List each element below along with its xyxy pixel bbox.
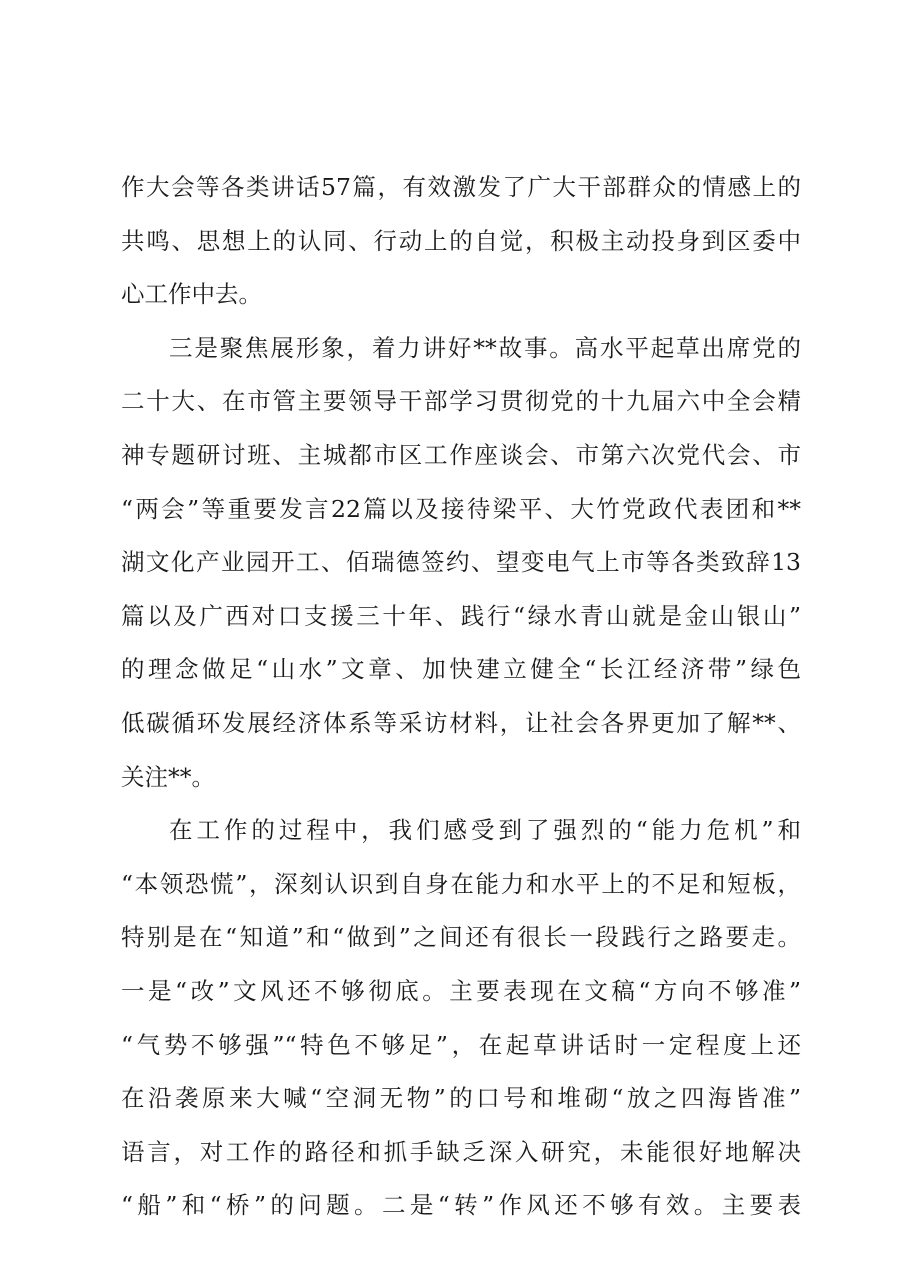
- document-body: [121, 161, 801, 1233]
- text-line: 湖文化产业园开工、佰瑞德签约、望变电气上市等各类致辞13: [121, 548, 801, 577]
- paragraph: [121, 804, 801, 1233]
- text-line: “本领恐慌”，深刻认识到自身在能力和水平上的不足和短板，: [121, 869, 801, 898]
- text-line: 一是“改”文风还不够彻底。主要表现在文稿“方向不够准”: [121, 976, 801, 1005]
- text-line: 篇以及广西对口支援三十年、践行“绿水青山就是金山银山”: [121, 601, 801, 630]
- paragraph: [121, 322, 801, 804]
- text-line: 的理念做足“山水”文章、加快建立健全“长江经济带”绿色: [121, 655, 801, 684]
- text-line: 在沿袭原来大喊“空洞无物”的口号和堆砌“放之四海皆准”: [121, 1084, 801, 1113]
- text-line: “两会”等重要发言22篇以及接待梁平、大竹党政代表团和**: [121, 494, 801, 523]
- text-line: 共鸣、思想上的认同、行动上的自觉，积极主动投身到区委中: [121, 226, 801, 255]
- text-line: 特别是在“知道”和“做到”之间还有很长一段践行之路要走。: [121, 923, 801, 952]
- text-line: 二十大、在市管主要领导干部学习贯彻党的十九届六中全会精: [121, 387, 801, 416]
- text-line: “气势不够强”“特色不够足”，在起草讲话时一定程度上还: [121, 1030, 801, 1059]
- text-line: 神专题研讨班、主城都市区工作座谈会、市第六次党代会、市: [121, 440, 801, 469]
- text-line: 心工作中去。: [121, 280, 262, 309]
- text-line: 作大会等各类讲话57篇，有效激发了广大干部群众的情感上的: [121, 173, 801, 201]
- text-line: 语言，对工作的路径和抓手缺乏深入研究，未能很好地解决: [121, 1137, 801, 1166]
- text-line: 关注**。: [121, 762, 215, 791]
- text-line: 三是聚焦展形象，着力讲好**故事。高水平起草出席党的: [169, 333, 801, 362]
- text-line: 在工作的过程中，我们感受到了强烈的“能力危机”和: [169, 816, 801, 845]
- text-line: 低碳循环发展经济体系等采访材料，让社会各界更加了解**、: [121, 708, 801, 737]
- paragraph: [121, 161, 801, 322]
- text-line: “船”和“桥”的问题。二是“转”作风还不够有效。主要表: [121, 1191, 801, 1220]
